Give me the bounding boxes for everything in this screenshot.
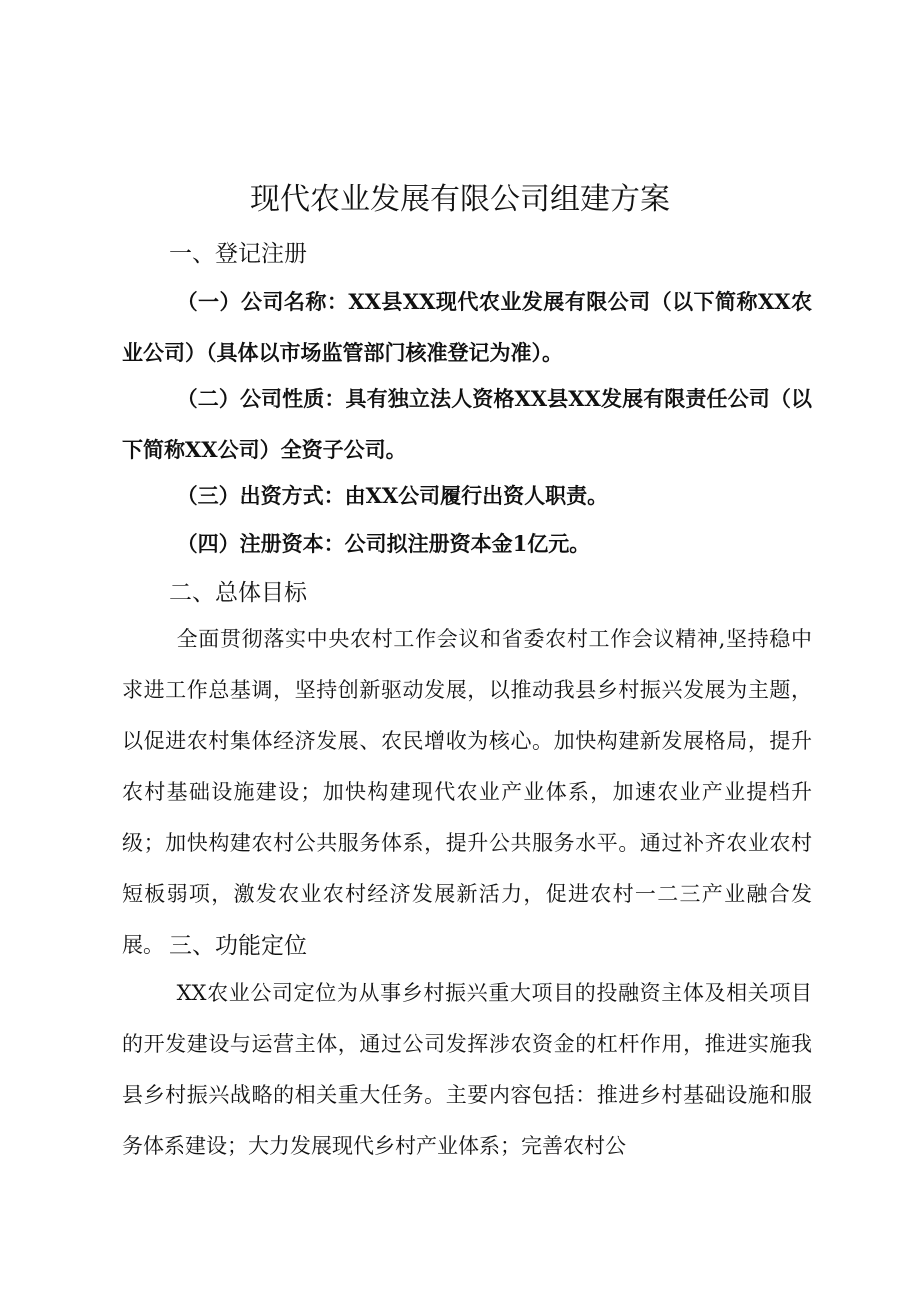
paragraph-company-name: （一）公司名称：XX县XX现代农业发展有限公司（以下简称XX农业公司）（具体以市场监管部门核准登记为准）。 bbox=[122, 289, 812, 365]
paragraph-registered-capital: （四）注册资本：公司拟注册资本金1亿元。 bbox=[176, 531, 591, 556]
paragraph-investment-method: （三）出资方式：由XX公司履行出资人职责。 bbox=[176, 483, 609, 508]
section-heading-registration: 一、登记注册 bbox=[169, 241, 307, 267]
paragraph-overall-goal: 全面贯彻落实中央农村工作会议和省委农村工作会议精神,坚持稳中求进工作总基调，坚持创新驱动发展，以推动我县乡村振兴发展为主题，以促进农村集体经济发展、农民增收为核心。加快构建新发展格局，提升农村基础设施建设；加快构建现代农业产业体系，加速农业产业提档升级；加快构建农村公共服务体系，提升公共服务水平。通过补齐农业农村短板弱项，激发农业农村经济发展新活力，促进农村一二三产业融合发展。 bbox=[122, 627, 812, 957]
section-heading-overall-goal: 二、总体目标 bbox=[169, 580, 307, 606]
section-heading-function-positioning: 三、功能定位 bbox=[169, 933, 307, 959]
paragraph-function-positioning: XX农业公司定位为从事乡村振兴重大项目的投融资主体及相关项目的开发建设与运营主体，通过公司发挥涉农资金的杠杆作用，推进实施我县乡村振兴战略的相关重大任务。主要内容包括：推进乡村基础设施和服务体系建设；大力发展现代乡村产业体系；完善农村公 bbox=[122, 981, 812, 1158]
paragraph-company-nature: （二）公司性质：具有独立法人资格XX县XX发展有限责任公司（以下简称XX公司）全资子公司。 bbox=[122, 386, 812, 462]
document-title: 现代农业发展有限公司组建方案 bbox=[250, 182, 670, 217]
